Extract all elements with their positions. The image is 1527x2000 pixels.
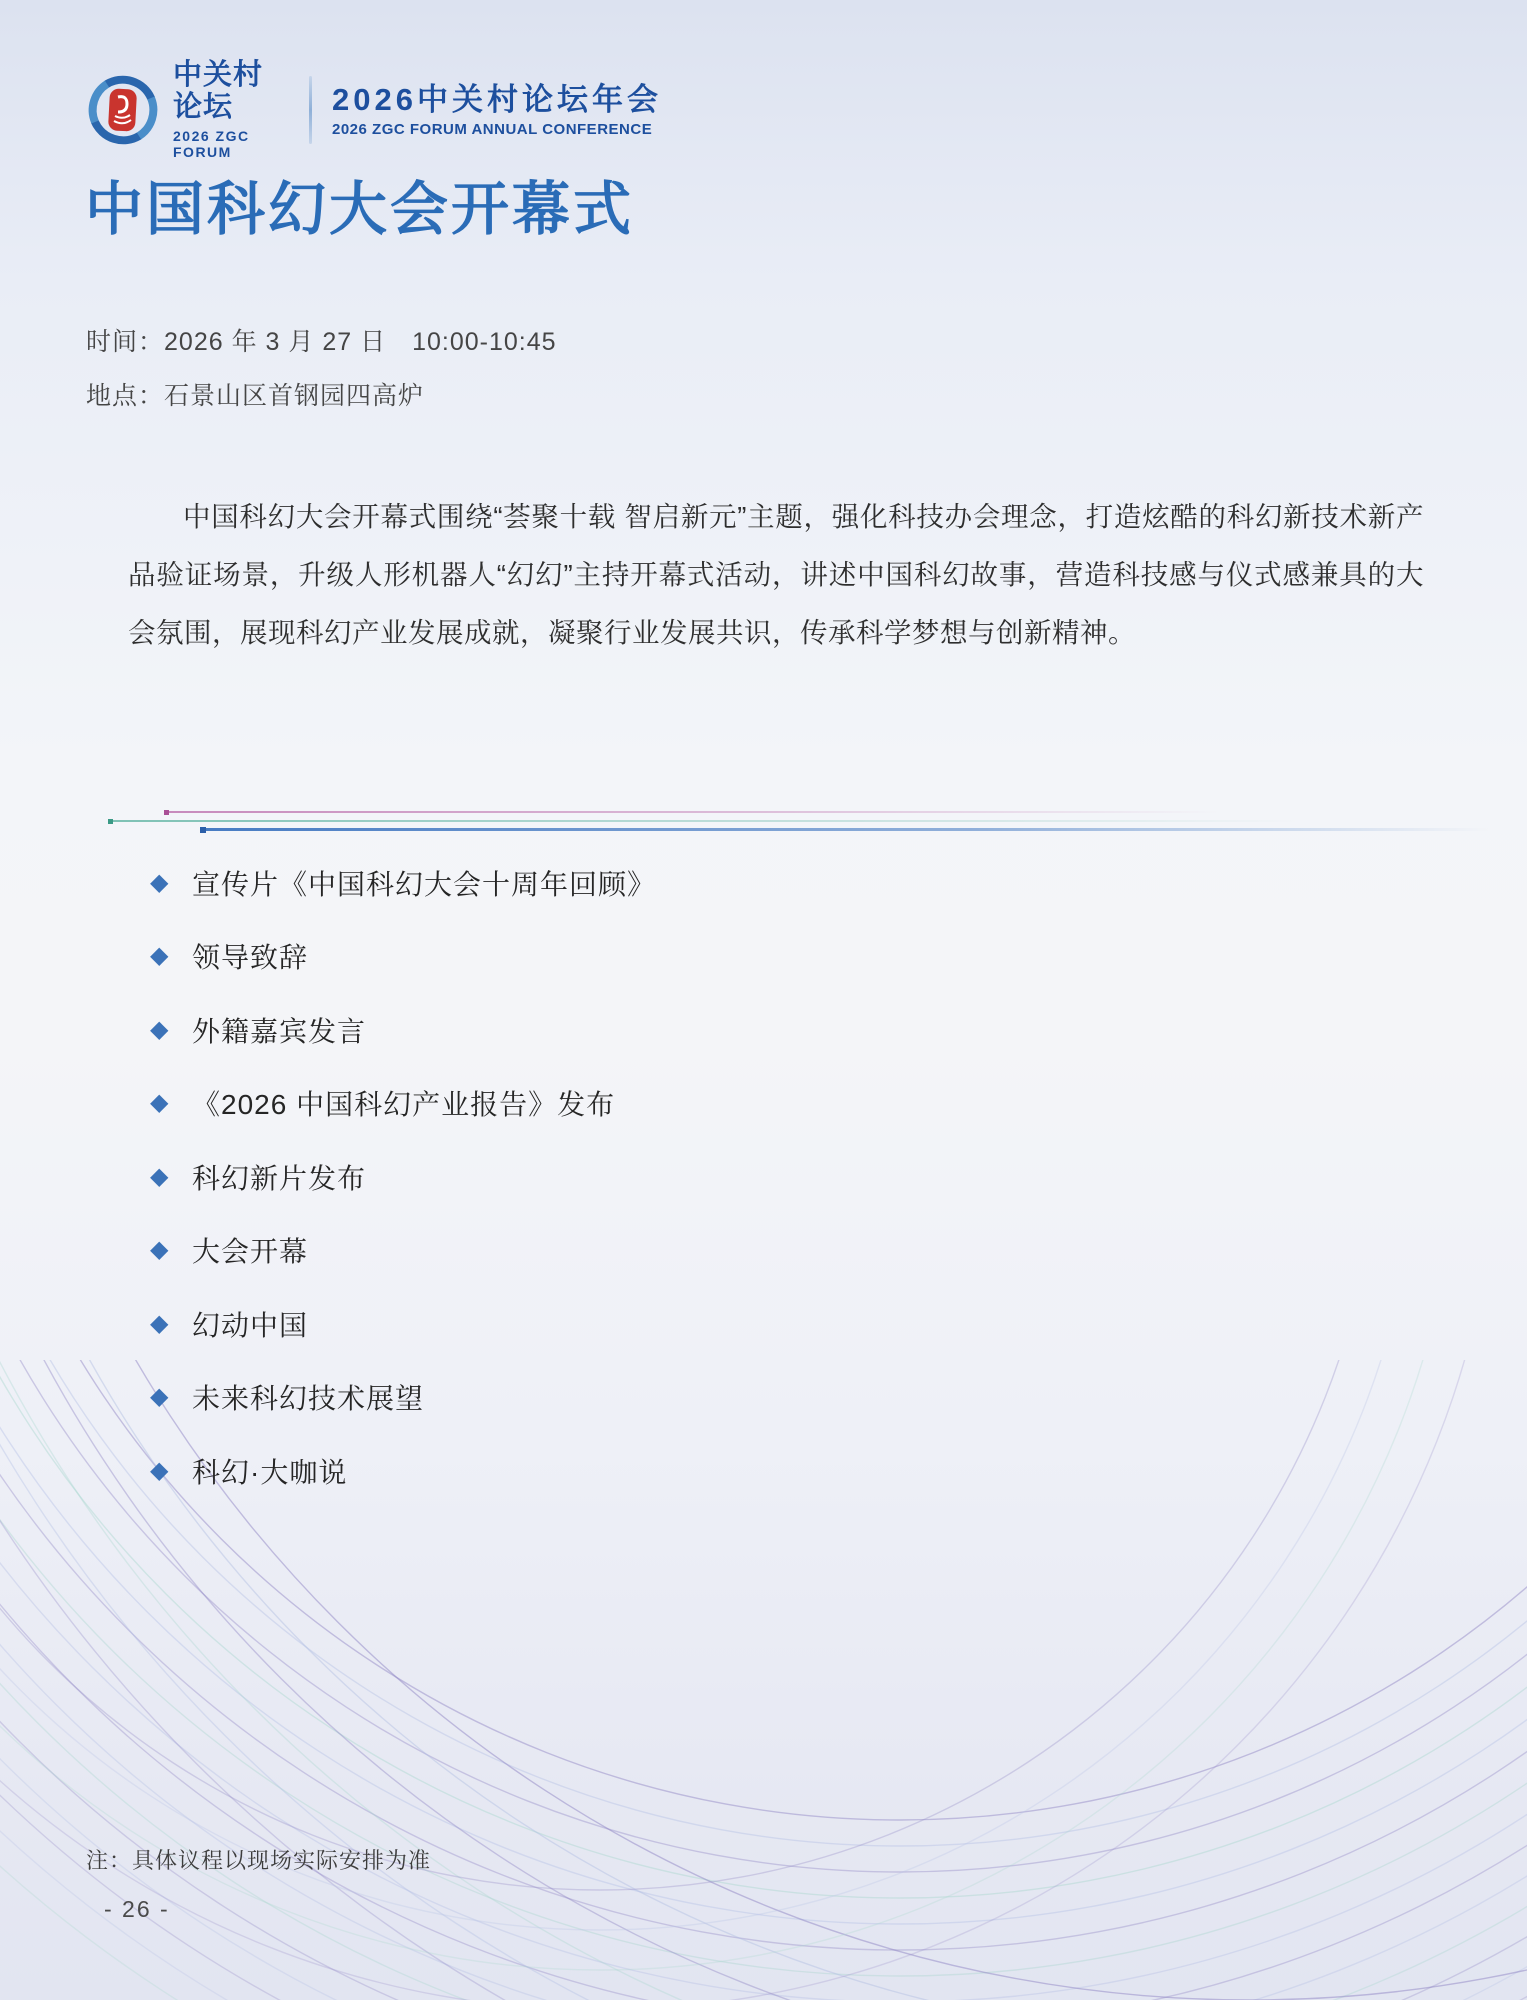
header <box>85 60 662 160</box>
location-value: 石景山区首钢园四高炉 <box>164 382 425 410</box>
agenda-item <box>150 1067 656 1141</box>
agenda-item-label: 幻动中国 <box>192 1309 309 1341</box>
divider-line-pink <box>164 811 1219 813</box>
session-time <box>86 322 557 358</box>
logo-text <box>173 60 291 160</box>
agenda-item <box>150 1361 656 1435</box>
header-divider <box>309 76 312 144</box>
agenda-item-label: 《2026 中国科幻产业报告》发布 <box>192 1089 616 1121</box>
diamond-bullet-icon: ◆ <box>150 1089 169 1117</box>
agenda-list <box>150 846 656 1508</box>
agenda-item <box>150 846 656 920</box>
diamond-bullet-icon: ◆ <box>150 1309 169 1337</box>
agenda-item-label: 领导致辞 <box>192 942 309 974</box>
time-label: 时间： <box>86 328 165 356</box>
logo-name-cn: 中关村论坛 <box>173 59 264 123</box>
agenda-item-label: 未来科幻技术展望 <box>192 1383 425 1415</box>
event-title-cn: 2026中关村论坛年会 <box>332 81 662 117</box>
divider-line-teal <box>108 820 1298 822</box>
location-label: 地点： <box>86 382 165 410</box>
agenda-item-label: 大会开幕 <box>192 1236 309 1268</box>
agenda-item <box>150 1214 656 1288</box>
zgc-forum-logo-icon <box>85 72 161 148</box>
agenda-note: 注：具体议程以现场实际安排为准 <box>86 1848 432 1873</box>
agenda-item <box>150 993 656 1067</box>
diamond-bullet-icon: ◆ <box>150 1162 169 1190</box>
logo-name-en: 2026 ZGC FORUM <box>173 127 250 160</box>
session-location <box>86 376 424 412</box>
event-title-block <box>332 82 662 139</box>
page-number: - 26 - <box>104 1896 170 1922</box>
agenda-item <box>150 1287 656 1361</box>
session-description: 中国科幻大会开幕式围绕“荟聚十载 智启新元”主题，强化科技办会理念，打造炫酷的科幻新技术新产品验证场景，升级人形机器人“幻幻”主持开幕式活动，讲述中国科幻故事，营造科技感与仪式感兼具的大会氛围，展现科幻产业发展成就，凝聚行业发展共识，传承科学梦想与创新精神。 <box>128 501 1424 648</box>
agenda-item-label: 外籍嘉宾发言 <box>192 1015 367 1047</box>
diamond-bullet-icon: ◆ <box>150 1236 169 1264</box>
event-title-en: 2026 ZGC FORUM ANNUAL CONFERENCE <box>332 121 653 139</box>
divider-line-blue <box>200 828 1490 831</box>
agenda-item-label: 科幻·大咖说 <box>192 1456 348 1488</box>
time-value: 2026 年 3 月 27 日 10:00-10:45 <box>164 328 557 356</box>
page-title: 中国科幻大会开幕式 <box>85 177 635 242</box>
diamond-bullet-icon: ◆ <box>150 868 169 896</box>
diamond-bullet-icon: ◆ <box>150 1015 169 1043</box>
diamond-bullet-icon: ◆ <box>150 1383 169 1411</box>
agenda-item-label: 科幻新片发布 <box>192 1162 367 1194</box>
agenda-item <box>150 1434 656 1508</box>
diamond-bullet-icon: ◆ <box>150 942 169 970</box>
agenda-item-label: 宣传片《中国科幻大会十周年回顾》 <box>192 868 657 900</box>
agenda-item <box>150 920 656 994</box>
agenda-item <box>150 1140 656 1214</box>
diamond-bullet-icon: ◆ <box>150 1456 169 1484</box>
